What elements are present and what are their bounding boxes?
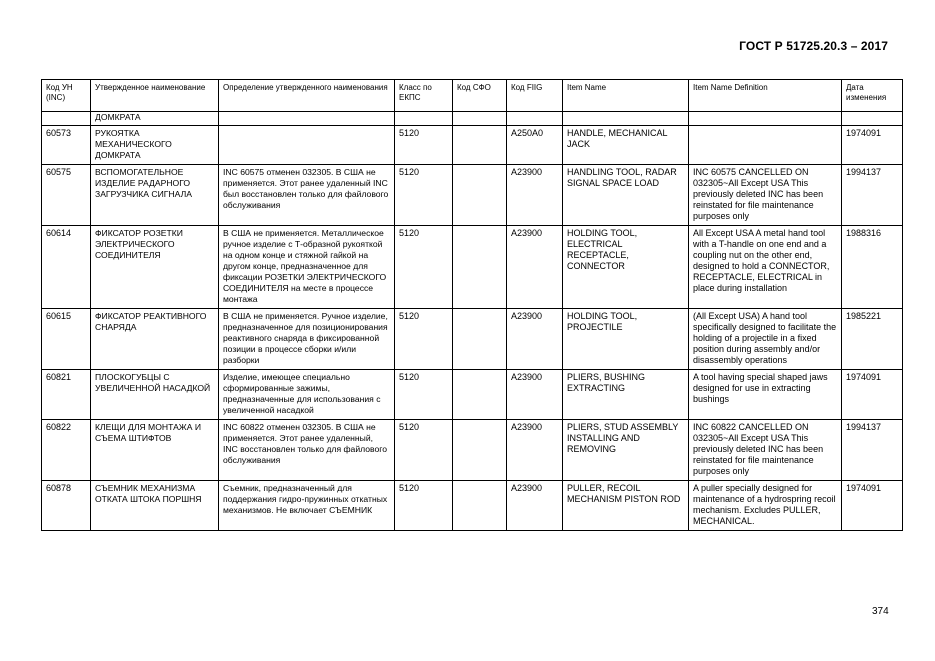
cell-ekps-class: 5120 (395, 481, 453, 531)
cell-item-name: HANDLING TOOL, RADAR SIGNAL SPACE LOAD (563, 165, 689, 226)
column-header-item-name: Item Name (563, 80, 689, 112)
table-row (42, 126, 903, 165)
cell-approved-name-definition: INC 60822 отменен 032305. В США не применяется. Этот ранее удаленный, INC восстановлен только для файлового обслуживания (219, 420, 395, 481)
cell-sfo-code (453, 420, 507, 481)
cell-ekps-class: 5120 (395, 420, 453, 481)
column-header-fiig-code: Код FIIG (507, 80, 563, 112)
cell-fiig-code: A23900 (507, 165, 563, 226)
cell-fiig-code: A250A0 (507, 126, 563, 165)
cell-sfo-code (453, 165, 507, 226)
column-header-sfo-code: Код СФО (453, 80, 507, 112)
cell-approved-name: ВСПОМОГАТЕЛЬНОЕ ИЗДЕЛИЕ РАДАРНОГО ЗАГРУЗЧИКА СИГНАЛА (91, 165, 219, 226)
cell-approved-name: КЛЕЩИ ДЛЯ МОНТАЖА И СЪЕМА ШТИФТОВ (91, 420, 219, 481)
cell-approved-name-definition: В США не применяется. Ручное изделие, предназначенное для позиционирования реактивного снаряда в фиксированной позиции в процессе сборки и/или разборки (219, 309, 395, 370)
cell-ekps-class: 5120 (395, 309, 453, 370)
cell-approved-name: РУКОЯТКА МЕХАНИЧЕСКОГО ДОМКРАТА (91, 126, 219, 165)
table-row (42, 165, 903, 226)
cell-approved-name-definition (219, 126, 395, 165)
table-body (42, 112, 903, 531)
column-header-item-name-definition: Item Name Definition (689, 80, 842, 112)
cell-change-date: 1974091 (842, 481, 903, 531)
cell-fiig-code: A23900 (507, 481, 563, 531)
cell-fiig-code: A23900 (507, 309, 563, 370)
cell-inc: 60821 (42, 370, 91, 420)
cell-fiig-code: A23900 (507, 420, 563, 481)
continuation-text: ДОМКРАТА (91, 112, 219, 126)
cell-approved-name-definition: Изделие, имеющее специально сформированные зажимы, предназначенные для использования с увеличенной насадкой (219, 370, 395, 420)
cell-change-date: 1985221 (842, 309, 903, 370)
item-names-table (41, 79, 903, 531)
cell-inc: 60615 (42, 309, 91, 370)
cell-item-name-definition: (All Except USA) A hand tool specifically designed to facilitate the holding of a projectile in a fixed position during assembly and/or disassembly operations (689, 309, 842, 370)
cell-approved-name-definition: INC 60575 отменен 032305. В США не применяется. Этот ранее удаленный INC был восстановлен только для файлового обслуживания (219, 165, 395, 226)
document-header: ГОСТ Р 51725.20.3 – 2017 (739, 39, 888, 53)
table-header-row (42, 80, 903, 112)
cell-approved-name-definition: Съемник, предназначенный для поддержания гидро-пружинных откатных механизмов. Не включает СЪЕМНИК (219, 481, 395, 531)
table-row (42, 226, 903, 309)
cell-change-date: 1994137 (842, 165, 903, 226)
cell-sfo-code (453, 370, 507, 420)
cell-item-name: PLIERS, BUSHING EXTRACTING (563, 370, 689, 420)
cell-ekps-class: 5120 (395, 370, 453, 420)
cell-sfo-code (453, 126, 507, 165)
column-header-ekps-class: Класс по ЕКПС (395, 80, 453, 112)
column-header-approved-name: Утвержденное наименование (91, 80, 219, 112)
cell-item-name-definition: A puller specially designed for maintenance of a hydrospring recoil mechanism. Excludes PULLER, MECHANICAL. (689, 481, 842, 531)
cell-ekps-class: 5120 (395, 165, 453, 226)
cell-item-name-definition: All Except USA A metal hand tool with a T-handle on one end and a coupling nut on the other end, designed to hold a CONNECTOR, RECEPTACLE, ELECTRICAL in place during installation (689, 226, 842, 309)
item-names-table-container (41, 79, 902, 531)
cell-item-name: PLIERS, STUD ASSEMBLY INSTALLING AND REMOVING (563, 420, 689, 481)
cell-inc: 60575 (42, 165, 91, 226)
cell-sfo-code (453, 481, 507, 531)
cell-item-name: HOLDING TOOL, PROJECTILE (563, 309, 689, 370)
table-row-continuation (42, 112, 903, 126)
table-row (42, 370, 903, 420)
cell-item-name-definition: A tool having special shaped jaws designed for use in extracting bushings (689, 370, 842, 420)
cell-item-name: HOLDING TOOL, ELECTRICAL RECEPTACLE, CONNECTOR (563, 226, 689, 309)
cell-sfo-code (453, 226, 507, 309)
cell-change-date: 1974091 (842, 370, 903, 420)
column-header-change-date: Дата изменения (842, 80, 903, 112)
cell-inc: 60878 (42, 481, 91, 531)
cell-inc: 60822 (42, 420, 91, 481)
cell-approved-name: ФИКСАТОР РЕАКТИВНОГО СНАРЯДА (91, 309, 219, 370)
cell-inc: 60614 (42, 226, 91, 309)
cell-change-date: 1994137 (842, 420, 903, 481)
column-header-approved-name-definition: Определение утвержденного наименования (219, 80, 395, 112)
table-row (42, 420, 903, 481)
cell-item-name-definition: INC 60575 CANCELLED ON 032305~All Except USA This previously deleted INC has been reinstated for file maintenance purposes only (689, 165, 842, 226)
cell-item-name-definition (689, 126, 842, 165)
cell-item-name-definition: INC 60822 CANCELLED ON 032305~All Except USA This previously deleted INC has been reinstated for file maintenance purposes only (689, 420, 842, 481)
cell-item-name: HANDLE, MECHANICAL JACK (563, 126, 689, 165)
cell-ekps-class: 5120 (395, 226, 453, 309)
page-number: 374 (872, 606, 889, 617)
cell-ekps-class: 5120 (395, 126, 453, 165)
cell-fiig-code: A23900 (507, 226, 563, 309)
cell-change-date: 1974091 (842, 126, 903, 165)
column-header-inc: Код УН (INC) (42, 80, 91, 112)
table-row (42, 309, 903, 370)
cell-approved-name: ФИКСАТОР РОЗЕТКИ ЭЛЕКТРИЧЕСКОГО СОЕДИНИТЕЛЯ (91, 226, 219, 309)
cell-fiig-code: A23900 (507, 370, 563, 420)
cell-approved-name: СЪЕМНИК МЕХАНИЗМА ОТКАТА ШТОКА ПОРШНЯ (91, 481, 219, 531)
cell-change-date: 1988316 (842, 226, 903, 309)
table-row (42, 481, 903, 531)
cell-item-name: PULLER, RECOIL MECHANISM PISTON ROD (563, 481, 689, 531)
cell-approved-name-definition: В США не применяется. Металлическое ручное изделие с Т-образной рукояткой на одном конце и стяжной гайкой на другом конце, предназначенное для фиксации РОЗЕТКИ ЭЛЕКТРИЧЕСКОГО СОЕДИНИТЕЛЯ на месте в процессе монтажа (219, 226, 395, 309)
cell-approved-name: ПЛОСКОГУБЦЫ С УВЕЛИЧЕННОЙ НАСАДКОЙ (91, 370, 219, 420)
cell-sfo-code (453, 309, 507, 370)
cell-inc: 60573 (42, 126, 91, 165)
